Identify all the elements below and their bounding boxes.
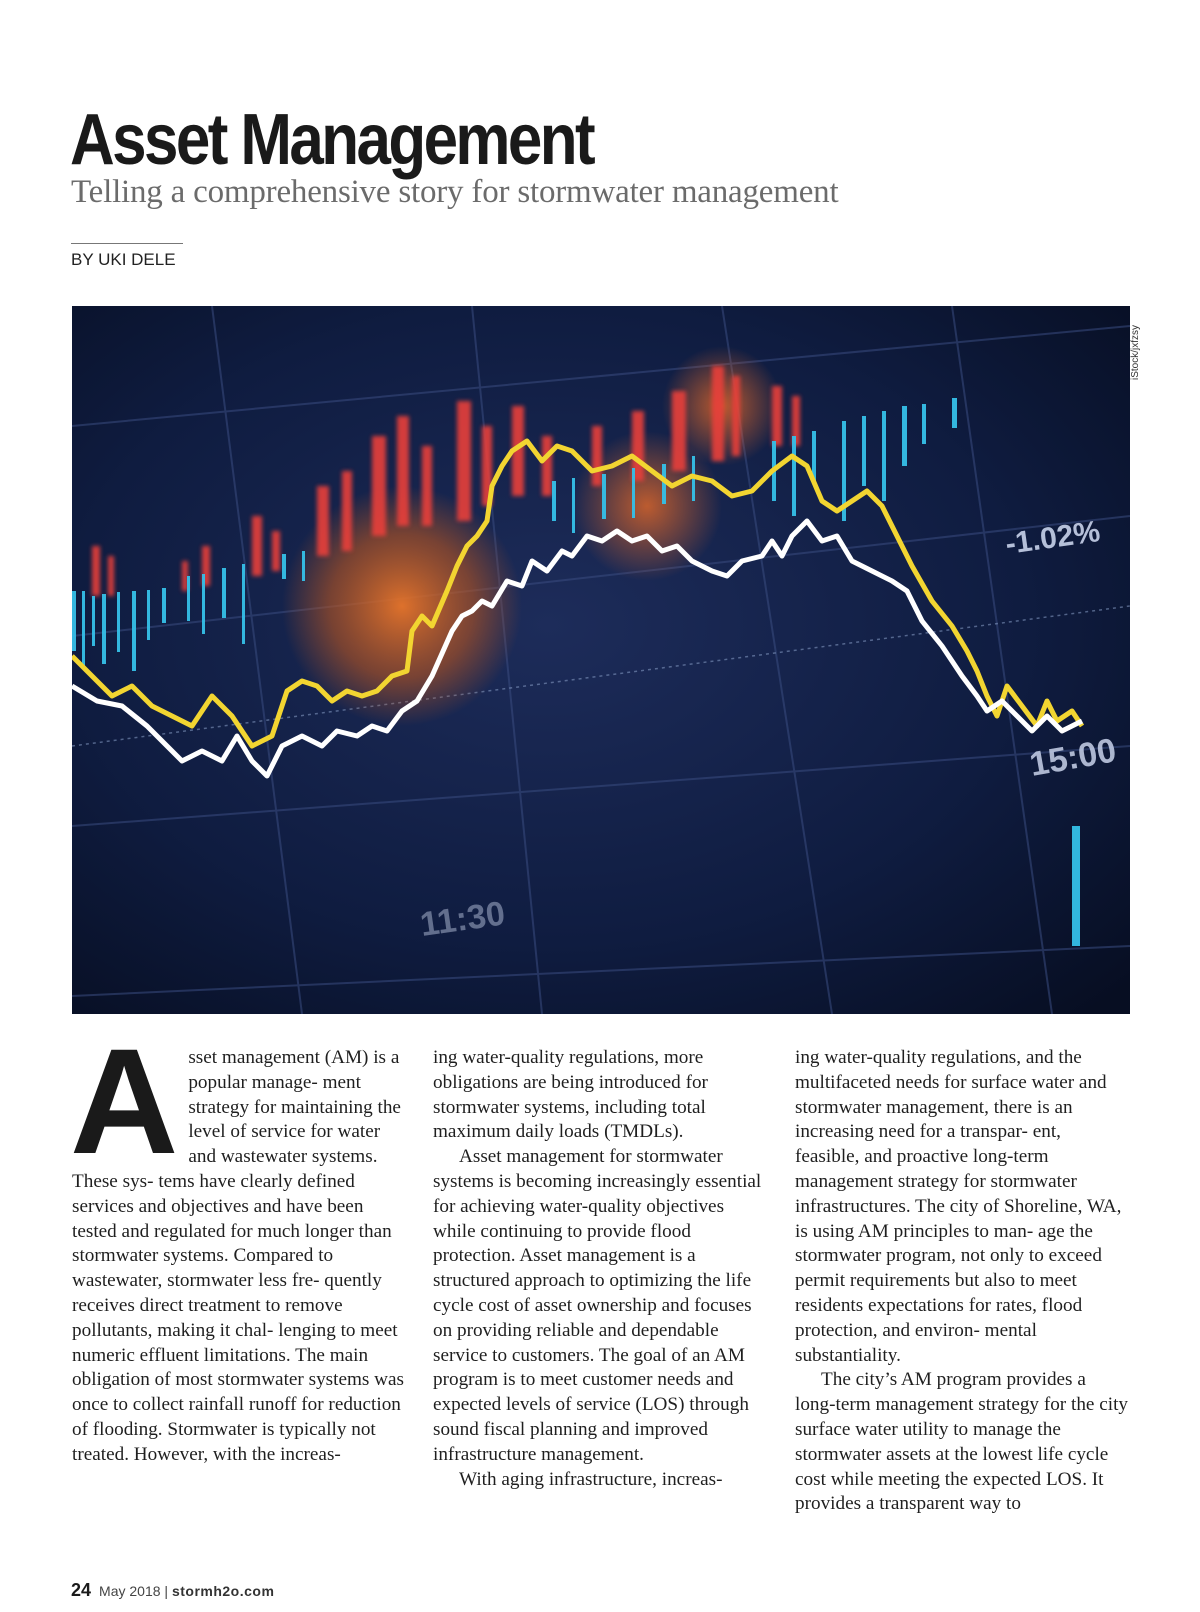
paragraph: The city’s AM program provides a long-term management strategy for the city surface water utility to manage the stormwater assets at the lowest life cycle cost while meeting the expected LOS. It provides a transparent way to: [795, 1369, 1128, 1515]
paragraph: ing water-quality regulations, and the multifaceted needs for surface water and stormwater management, there is an increasing need for a transpar- ent, feasible, and proactive long-term management strategy for stormwater infrastructures. The city of Shoreline, WA, is using AM principles to man- age the stormwater program, not only to exceed permit requirements but also to meet residents expectations for rates, flood protection, and environ- mental substantiality.: [795, 1047, 1122, 1366]
article-column-2: [433, 1046, 768, 1492]
stock-chart-photo: [72, 306, 1130, 1014]
page-number: 24: [71, 1580, 92, 1600]
issue-date: May 2018 |: [99, 1583, 172, 1599]
site-link[interactable]: stormh2o.com: [171, 1583, 275, 1599]
chart-label-percent: -1.02%: [1003, 515, 1103, 561]
paragraph: With aging infrastructure, increas-: [459, 1468, 723, 1490]
page-footer: [71, 1580, 274, 1601]
paragraph: ing water-quality regulations, more obligations are being introduced for stormwater systems, including total maximum daily loads (TMDLs).: [433, 1047, 708, 1143]
chart-label-blurred: 11:30: [417, 894, 508, 944]
paragraph: Asset management for stormwater systems is becoming increasingly essential for achieving water-quality objectives while continuing to provide flood protection. Asset management is a structured approach to optimizing the life cycle cost of asset ownership and focuses on providing reliable and dependable service to customers. The goal of an AM program is to meet customer needs and expected levels of service (LOS) through sound fiscal planning and improved infrastructure management.: [433, 1146, 762, 1465]
drop-cap: A: [70, 1017, 179, 1185]
byline-rule: [71, 243, 183, 244]
article-subtitle: Telling a comprehensive story for stormwater management: [71, 174, 839, 210]
paragraph: sset management (AM) is a popular manage- ment strategy for maintaining the level of service for water and wastewater systems. These sys- tems have clearly defined services and objectives and have been tested and regulated for much longer than stormwater systems. Compared to wastewater, stormwater less fre- quently receives direct treatment to remove pollutants, making it chal- lenging to meet numeric effluent limitations. The main obligation of most stormwater systems was once to collect rainfall runoff for reduction of flooding. Stormwater is typically not treated. However, with the increas-: [72, 1047, 405, 1465]
photo-credit: iStock/jxfzsy: [1130, 324, 1141, 380]
hero-image: [72, 306, 1130, 1014]
article-column-1: [70, 1017, 407, 1468]
article-column-3: [795, 1046, 1130, 1517]
article-title: Asset Management: [70, 100, 594, 180]
chart-label-time: 15:00: [1026, 731, 1120, 784]
byline: BY UKI DELE: [71, 250, 176, 269]
